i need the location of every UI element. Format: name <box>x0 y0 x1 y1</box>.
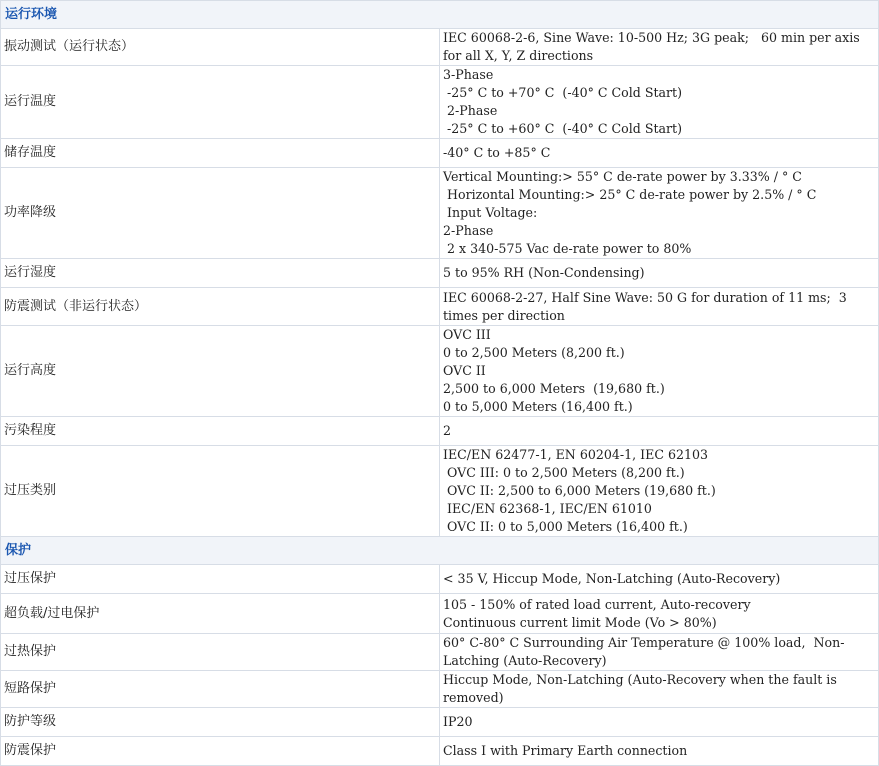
spec-row-storage-temperature <box>1 139 879 168</box>
spec-row-operating-temperature <box>1 66 879 139</box>
spec-value: Vertical Mounting:> 55° C de-rate power by 3.33% / ° C Horizontal Mounting:> 25° C de-rate power by 2.5% / ° C Input Voltage: 2-Phase 2 x 340-575 Vac de-rate power to 80% <box>440 168 879 259</box>
spec-value: IEC 60068-2-27, Half Sine Wave: 50 G for duration of 11 ms; 3 times per direction <box>440 288 879 326</box>
spec-row-power-derating <box>1 168 879 259</box>
spec-row-overload-protection <box>1 594 879 634</box>
spec-label: 超负载/过电保护 <box>1 594 440 634</box>
spec-label: 过热保护 <box>1 634 440 671</box>
spec-value: < 35 V, Hiccup Mode, Non-Latching (Auto-Recovery) <box>440 565 879 594</box>
spec-label: 运行高度 <box>1 326 440 417</box>
spec-value: IP20 <box>440 708 879 737</box>
spec-label: 防护等级 <box>1 708 440 737</box>
spec-value: 5 to 95% RH (Non-Condensing) <box>440 259 879 288</box>
spec-value: 60° C-80° C Surrounding Air Temperature @ 100% load, Non-Latching (Auto-Recovery) <box>440 634 879 671</box>
spec-value: -40° C to +85° C <box>440 139 879 168</box>
spec-label: 功率降级 <box>1 168 440 259</box>
spec-value: 3-Phase -25° C to +70° C (-40° C Cold Start) 2-Phase -25° C to +60° C (-40° C Cold Start) <box>440 66 879 139</box>
spec-label: 防震测试（非运行状态） <box>1 288 440 326</box>
spec-label: 短路保护 <box>1 671 440 708</box>
spec-label: 运行湿度 <box>1 259 440 288</box>
spec-label: 过压类别 <box>1 446 440 537</box>
spec-row-overtemperature-protection <box>1 634 879 671</box>
spec-row-shock-protection <box>1 737 879 766</box>
section-header-protection <box>1 537 879 565</box>
spec-label: 运行温度 <box>1 66 440 139</box>
spec-value: OVC III 0 to 2,500 Meters (8,200 ft.) OVC II 2,500 to 6,000 Meters (19,680 ft.) 0 to 5,000 Meters (16,400 ft.) <box>440 326 879 417</box>
spec-label: 污染程度 <box>1 417 440 446</box>
section-title: 运行环境 <box>1 1 879 29</box>
spec-value: 105 - 150% of rated load current, Auto-recovery Continuous current limit Mode (Vo > 80%) <box>440 594 879 634</box>
spec-value: IEC/EN 62477-1, EN 60204-1, IEC 62103 OVC III: 0 to 2,500 Meters (8,200 ft.) OVC II: 2,500 to 6,000 Meters (19,680 ft.) IEC/EN 62368-1, IEC/EN 61010 OVC II: 0 to 5,000 Meters (16,400 ft.) <box>440 446 879 537</box>
spec-row-operating-altitude <box>1 326 879 417</box>
spec-row-overvoltage-category <box>1 446 879 537</box>
section-title: 保护 <box>1 537 879 565</box>
spec-row-short-circuit-protection <box>1 671 879 708</box>
spec-row-shock-test <box>1 288 879 326</box>
spec-row-protection-class <box>1 708 879 737</box>
section-header-operating-environment <box>1 1 879 29</box>
spec-value: IEC 60068-2-6, Sine Wave: 10-500 Hz; 3G peak; 60 min per axis for all X, Y, Z directions <box>440 29 879 66</box>
spec-row-vibration <box>1 29 879 66</box>
spec-label: 振动测试（运行状态） <box>1 29 440 66</box>
spec-value: 2 <box>440 417 879 446</box>
spec-row-overvoltage-protection <box>1 565 879 594</box>
spec-value: Hiccup Mode, Non-Latching (Auto-Recovery when the fault is removed) <box>440 671 879 708</box>
spec-label: 储存温度 <box>1 139 440 168</box>
spec-row-pollution-degree <box>1 417 879 446</box>
spec-value: Class I with Primary Earth connection <box>440 737 879 766</box>
spec-label: 防震保护 <box>1 737 440 766</box>
spec-label: 过压保护 <box>1 565 440 594</box>
spec-row-operating-humidity <box>1 259 879 288</box>
